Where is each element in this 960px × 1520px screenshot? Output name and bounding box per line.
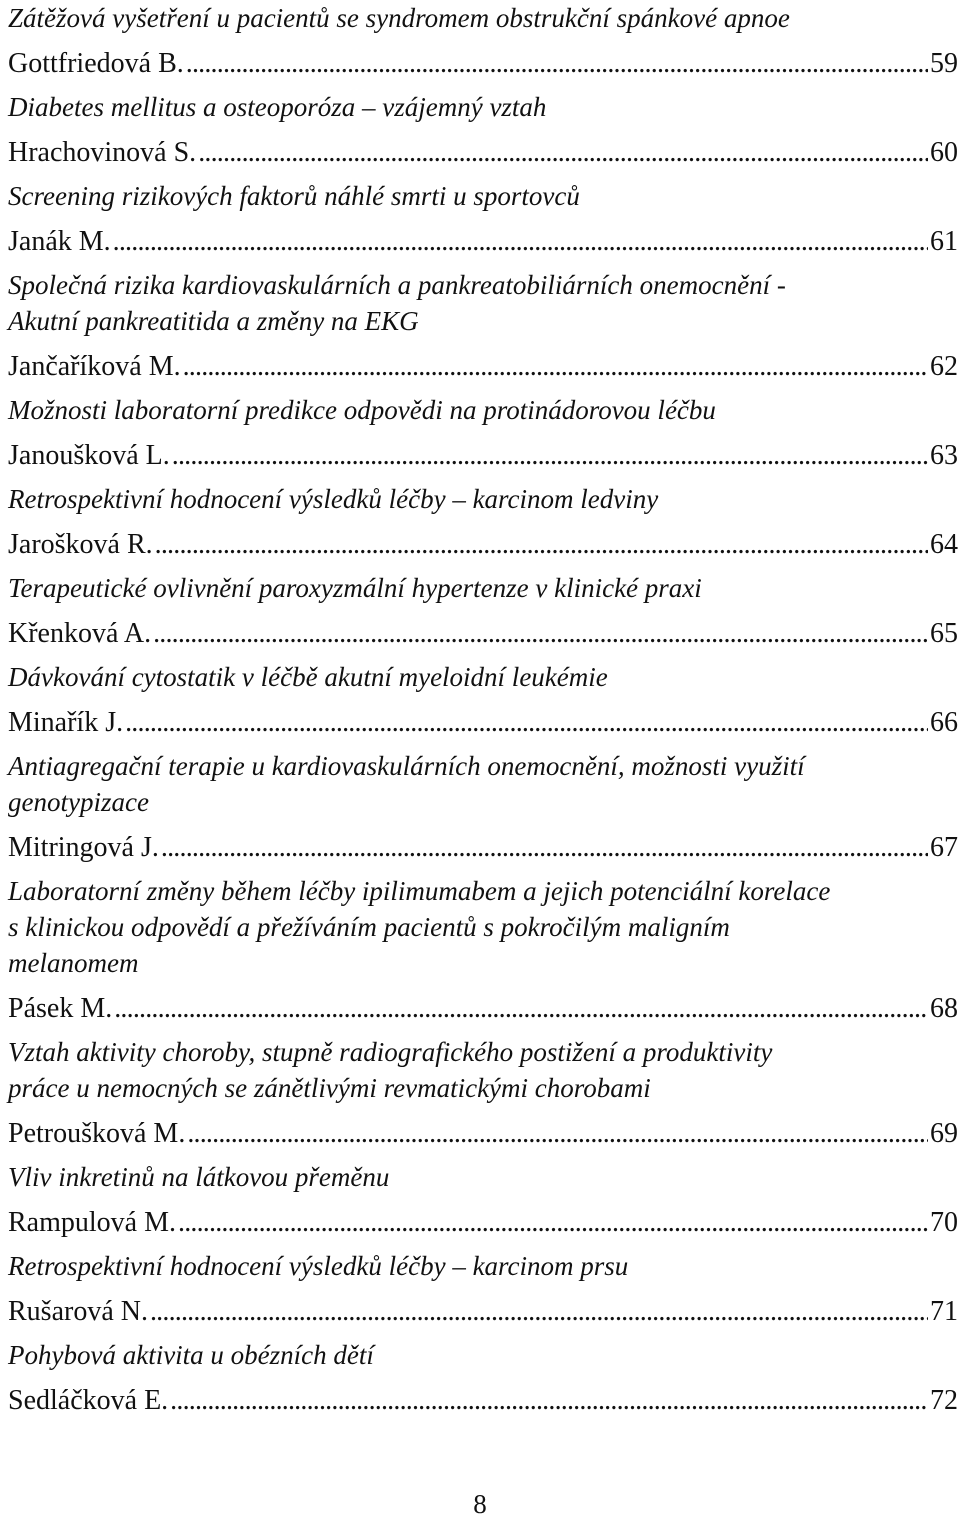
toc-entry (8, 392, 958, 474)
entry-author: Mitringová J. (8, 832, 159, 863)
toc-entry (8, 178, 958, 260)
dot-leader (186, 46, 928, 82)
entry-title-line: Vliv inkretinů na látkovou přeměnu (8, 1162, 390, 1192)
dot-leader (178, 1205, 928, 1241)
entry-page-number: 61 (930, 226, 958, 257)
entry-page-number: 60 (930, 137, 958, 168)
toc-entry (8, 1337, 958, 1419)
entry-author-line (8, 1294, 958, 1330)
toc-entry (8, 1034, 958, 1152)
entry-page-number: 64 (930, 529, 958, 560)
entry-page-number: 59 (930, 48, 958, 79)
toc-entry (8, 570, 958, 652)
toc-entry (8, 1159, 958, 1241)
page-number: 8 (473, 1489, 487, 1519)
entry-author-line (8, 616, 958, 652)
entry-author: Rampulová M. (8, 1207, 176, 1238)
dot-leader (125, 705, 928, 741)
entry-author-line (8, 991, 958, 1027)
entry-page-number: 66 (930, 707, 958, 738)
entry-author: Janoušková L. (8, 440, 170, 471)
entry-title-line: Diabetes mellitus a osteoporóza – vzájemný vztah (8, 92, 547, 122)
entry-title-line: s klinickou odpovědí a přežíváním pacientů s pokročilým maligním (8, 912, 730, 942)
entry-page-number: 72 (930, 1385, 958, 1416)
entry-author-line (8, 705, 958, 741)
entry-author-line (8, 1383, 958, 1419)
entry-author: Sedláčková E. (8, 1385, 169, 1416)
entry-author-line (8, 527, 958, 563)
entry-author: Janák M. (8, 226, 111, 257)
entry-author-line (8, 349, 958, 385)
toc-entry (8, 89, 958, 171)
entry-author-line (8, 830, 958, 866)
toc-entry (8, 267, 958, 385)
table-of-contents (8, 0, 958, 1419)
dot-leader (153, 616, 928, 652)
entry-title-line: Zátěžová vyšetření u pacientů se syndromem obstrukční spánkové apnoe (8, 3, 790, 33)
toc-entry (8, 0, 958, 82)
entry-author-line (8, 46, 958, 82)
entry-page-number: 62 (930, 351, 958, 382)
entry-author: Křenková A. (8, 618, 152, 649)
entry-title-line: genotypizace (8, 787, 149, 817)
entry-author-line (8, 1205, 958, 1241)
entry-page-number: 65 (930, 618, 958, 649)
entry-page-number: 69 (930, 1118, 958, 1149)
entry-author-line (8, 224, 958, 260)
entry-author: Rušarová N. (8, 1296, 148, 1327)
entry-author: Jančaříková M. (8, 351, 181, 382)
dot-leader (155, 527, 928, 563)
toc-entry (8, 873, 958, 1027)
entry-title-line: Dávkování cytostatik v léčbě akutní myeloidní leukémie (8, 662, 608, 692)
dot-leader (198, 135, 928, 171)
dot-leader (183, 349, 928, 385)
entry-title-line: Antiagregační terapie u kardiovaskulárních onemocnění, možnosti využití (8, 751, 805, 781)
entry-title-line: Vztah aktivity choroby, stupně radiografického postižení a produktivity (8, 1037, 773, 1067)
entry-author-line (8, 1116, 958, 1152)
entry-page-number: 67 (930, 832, 958, 863)
entry-title-line: Retrospektivní hodnocení výsledků léčby – karcinom ledviny (8, 484, 659, 514)
entry-title-line: Společná rizika kardiovaskulárních a pankreatobiliárních onemocnění - (8, 270, 786, 300)
entry-title-line: Retrospektivní hodnocení výsledků léčby – karcinom prsu (8, 1251, 629, 1281)
entry-author: Pásek M. (8, 993, 113, 1024)
entry-title-line: Pohybová aktivita u obézních dětí (8, 1340, 374, 1370)
entry-title-line: Akutní pankreatitida a změny na EKG (8, 306, 419, 336)
dot-leader (150, 1294, 928, 1330)
entry-author: Minařík J. (8, 707, 124, 738)
entry-page-number: 68 (930, 993, 958, 1024)
entry-page-number: 63 (930, 440, 958, 471)
entry-title-line: Možnosti laboratorní predikce odpovědi na protinádorovou léčbu (8, 395, 716, 425)
entry-author: Hrachovinová S. (8, 137, 197, 168)
entry-author: Petroušková M. (8, 1118, 186, 1149)
entry-title-line: Laboratorní změny během léčby ipilimumabem a jejich potenciální korelace (8, 876, 831, 906)
entry-title-line: práce u nemocných se zánětlivými revmatickými chorobami (8, 1073, 651, 1103)
dot-leader (170, 1383, 928, 1419)
dot-leader (114, 991, 928, 1027)
entry-author: Jarošková R. (8, 529, 153, 560)
toc-entry (8, 1248, 958, 1330)
toc-entry (8, 481, 958, 563)
dot-leader (187, 1116, 928, 1152)
toc-entry (8, 659, 958, 741)
entry-author-line (8, 135, 958, 171)
dot-leader (113, 224, 928, 260)
entry-title-line: melanomem (8, 948, 139, 978)
entry-author-line (8, 438, 958, 474)
entry-title-line: Terapeutické ovlivnění paroxyzmální hypertenze v klinické praxi (8, 573, 702, 603)
dot-leader (172, 438, 928, 474)
entry-page-number: 70 (930, 1207, 958, 1238)
toc-entry (8, 748, 958, 866)
dot-leader (161, 830, 928, 866)
entry-author: Gottfriedová B. (8, 48, 184, 79)
entry-title-line: Screening rizikových faktorů náhlé smrti u sportovců (8, 181, 580, 211)
entry-page-number: 71 (930, 1296, 958, 1327)
